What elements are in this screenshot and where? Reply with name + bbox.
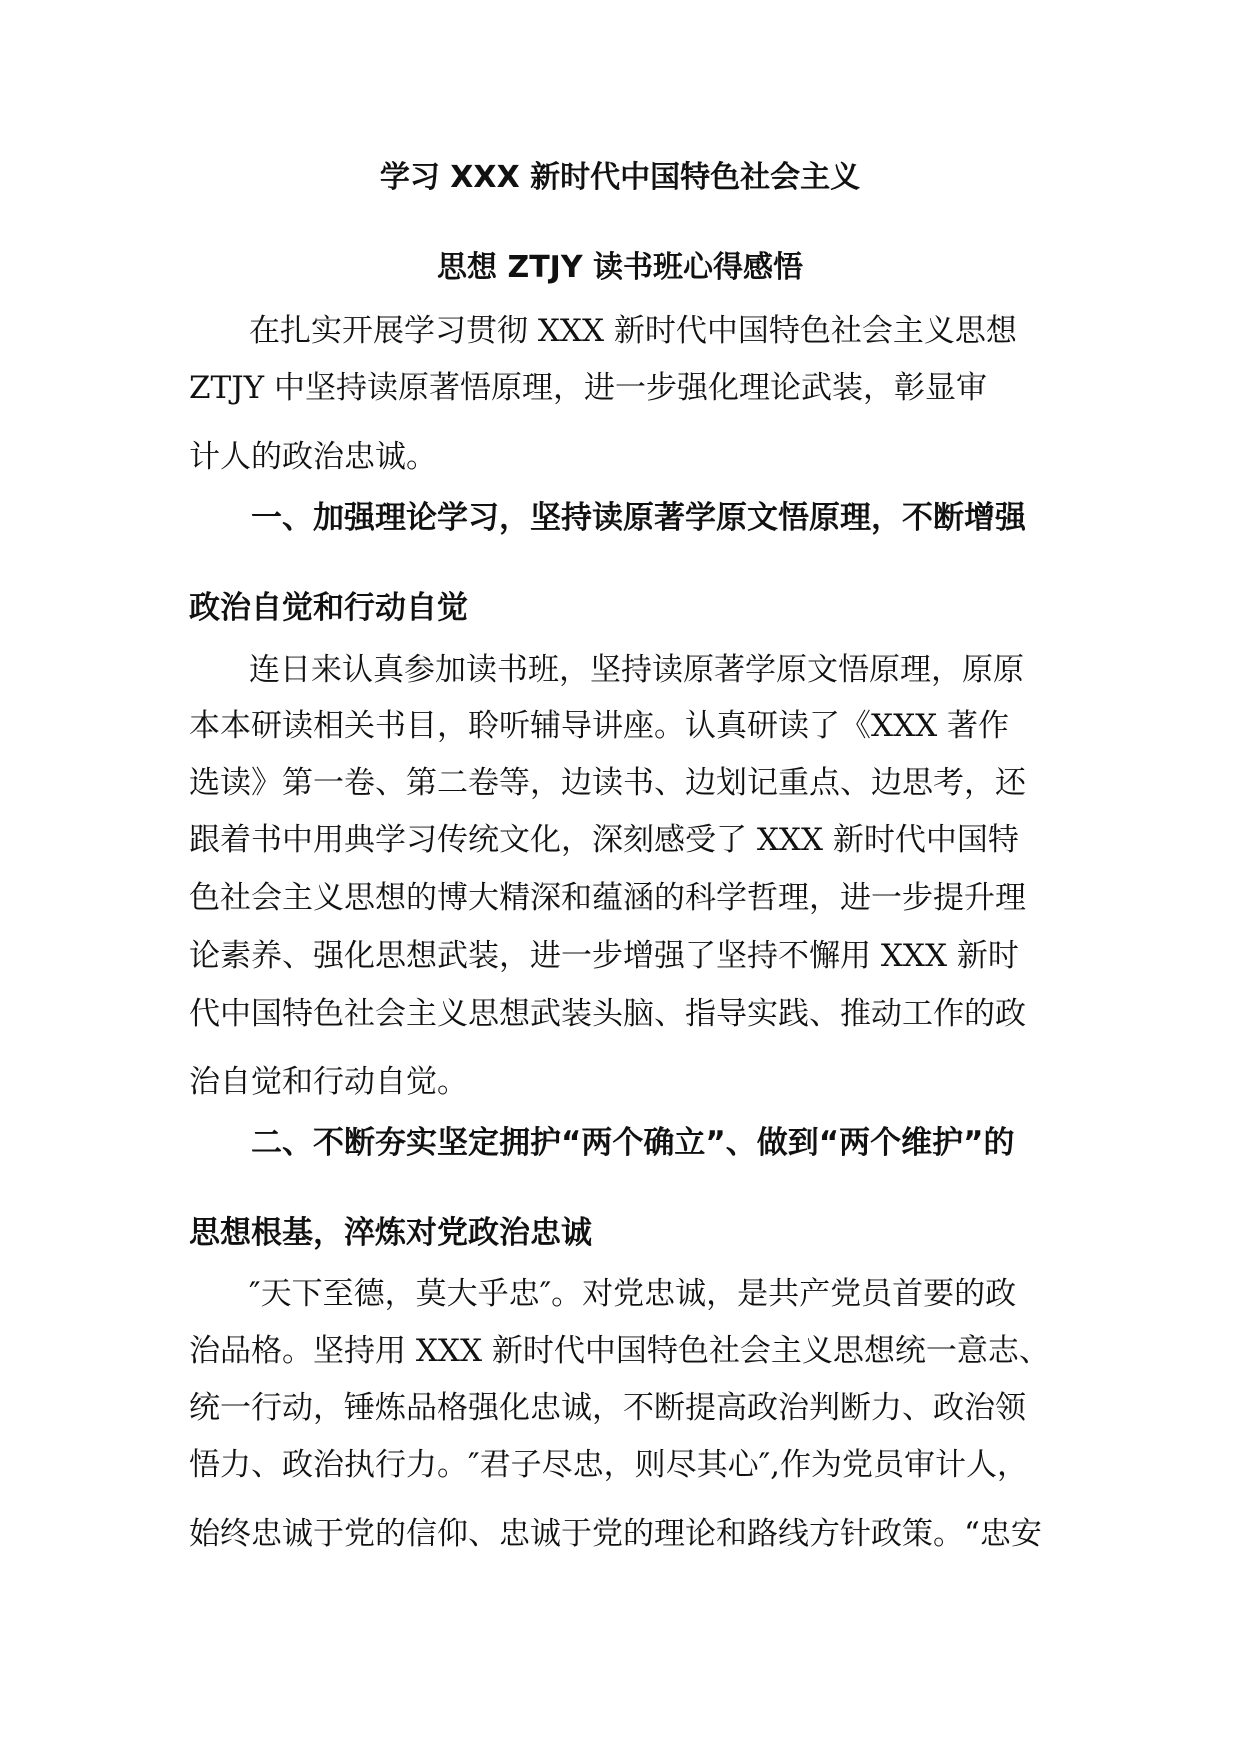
section2-body-line-2: 治品格。坚持用 XXX 新时代中国特色社会主义思想统一意志、 — [189, 1333, 1050, 1369]
intro-line-2: ZTJY 中坚持读原著悟原理，进一步强化理论武装，彰显审 — [189, 370, 987, 406]
section2-body-line-5: 始终忠诚于党的信仰、忠诚于党的理论和路线方针政策。“忠安 — [189, 1516, 1042, 1552]
section2-body-line-4: 悟力、政治执行力。″君子尽忠，则尽其心″,作为党员审计人， — [189, 1447, 1029, 1483]
section1-heading-line-2: 政治自觉和行动自觉 — [189, 590, 468, 626]
section1-body-line-2: 本本研读相关书目，聆听辅导讲座。认真研读了《XXX 著作 — [189, 708, 1010, 744]
section1-body-line-4: 跟着书中用典学习传统文化，深刻感受了 XXX 新时代中国特 — [189, 822, 1019, 858]
intro-line-3: 计人的政治忠诚。 — [189, 439, 437, 475]
section2-body-line-3: 统一行动，锤炼品格强化忠诚，不断提高政治判断力、政治领 — [189, 1390, 1026, 1426]
section1-body-line-3: 选读》第一卷、第二卷等，边读书、边划记重点、边思考，还 — [189, 765, 1026, 801]
document-title-line-2: 思想 ZTJY 读书班心得感悟 — [437, 250, 803, 285]
section1-body-line-5: 色社会主义思想的博大精深和蕴涵的科学哲理，进一步提升理 — [189, 880, 1026, 916]
section1-body-line-8: 治自觉和行动自觉。 — [189, 1064, 468, 1100]
section1-body-line-7: 代中国特色社会主义思想武装头脑、指导实践、推动工作的政 — [189, 996, 1026, 1032]
section2-heading-line-1: 二、不断夯实坚定拥护“两个确立”、做到“两个维护”的 — [251, 1125, 1015, 1161]
intro-line-1: 在扎实开展学习贯彻 XXX 新时代中国特色社会主义思想 — [249, 313, 1017, 349]
section1-body-line-1: 连日来认真参加读书班，坚持读原著学原文悟原理，原原 — [249, 652, 1024, 688]
section1-heading-line-1: 一、加强理论学习，坚持读原著学原文悟原理，不断增强 — [251, 500, 1026, 536]
document-title-line-1: 学习 XXX 新时代中国特色社会主义 — [379, 160, 861, 195]
section2-body-line-1: ″天下至德，莫大乎忠″。对党忠诚，是共产党员首要的政 — [249, 1276, 1017, 1312]
section2-heading-line-2: 思想根基，淬炼对党政治忠诚 — [189, 1215, 592, 1251]
section1-body-line-6: 论素养、强化思想武装，进一步增强了坚持不懈用 XXX 新时 — [189, 938, 1019, 974]
